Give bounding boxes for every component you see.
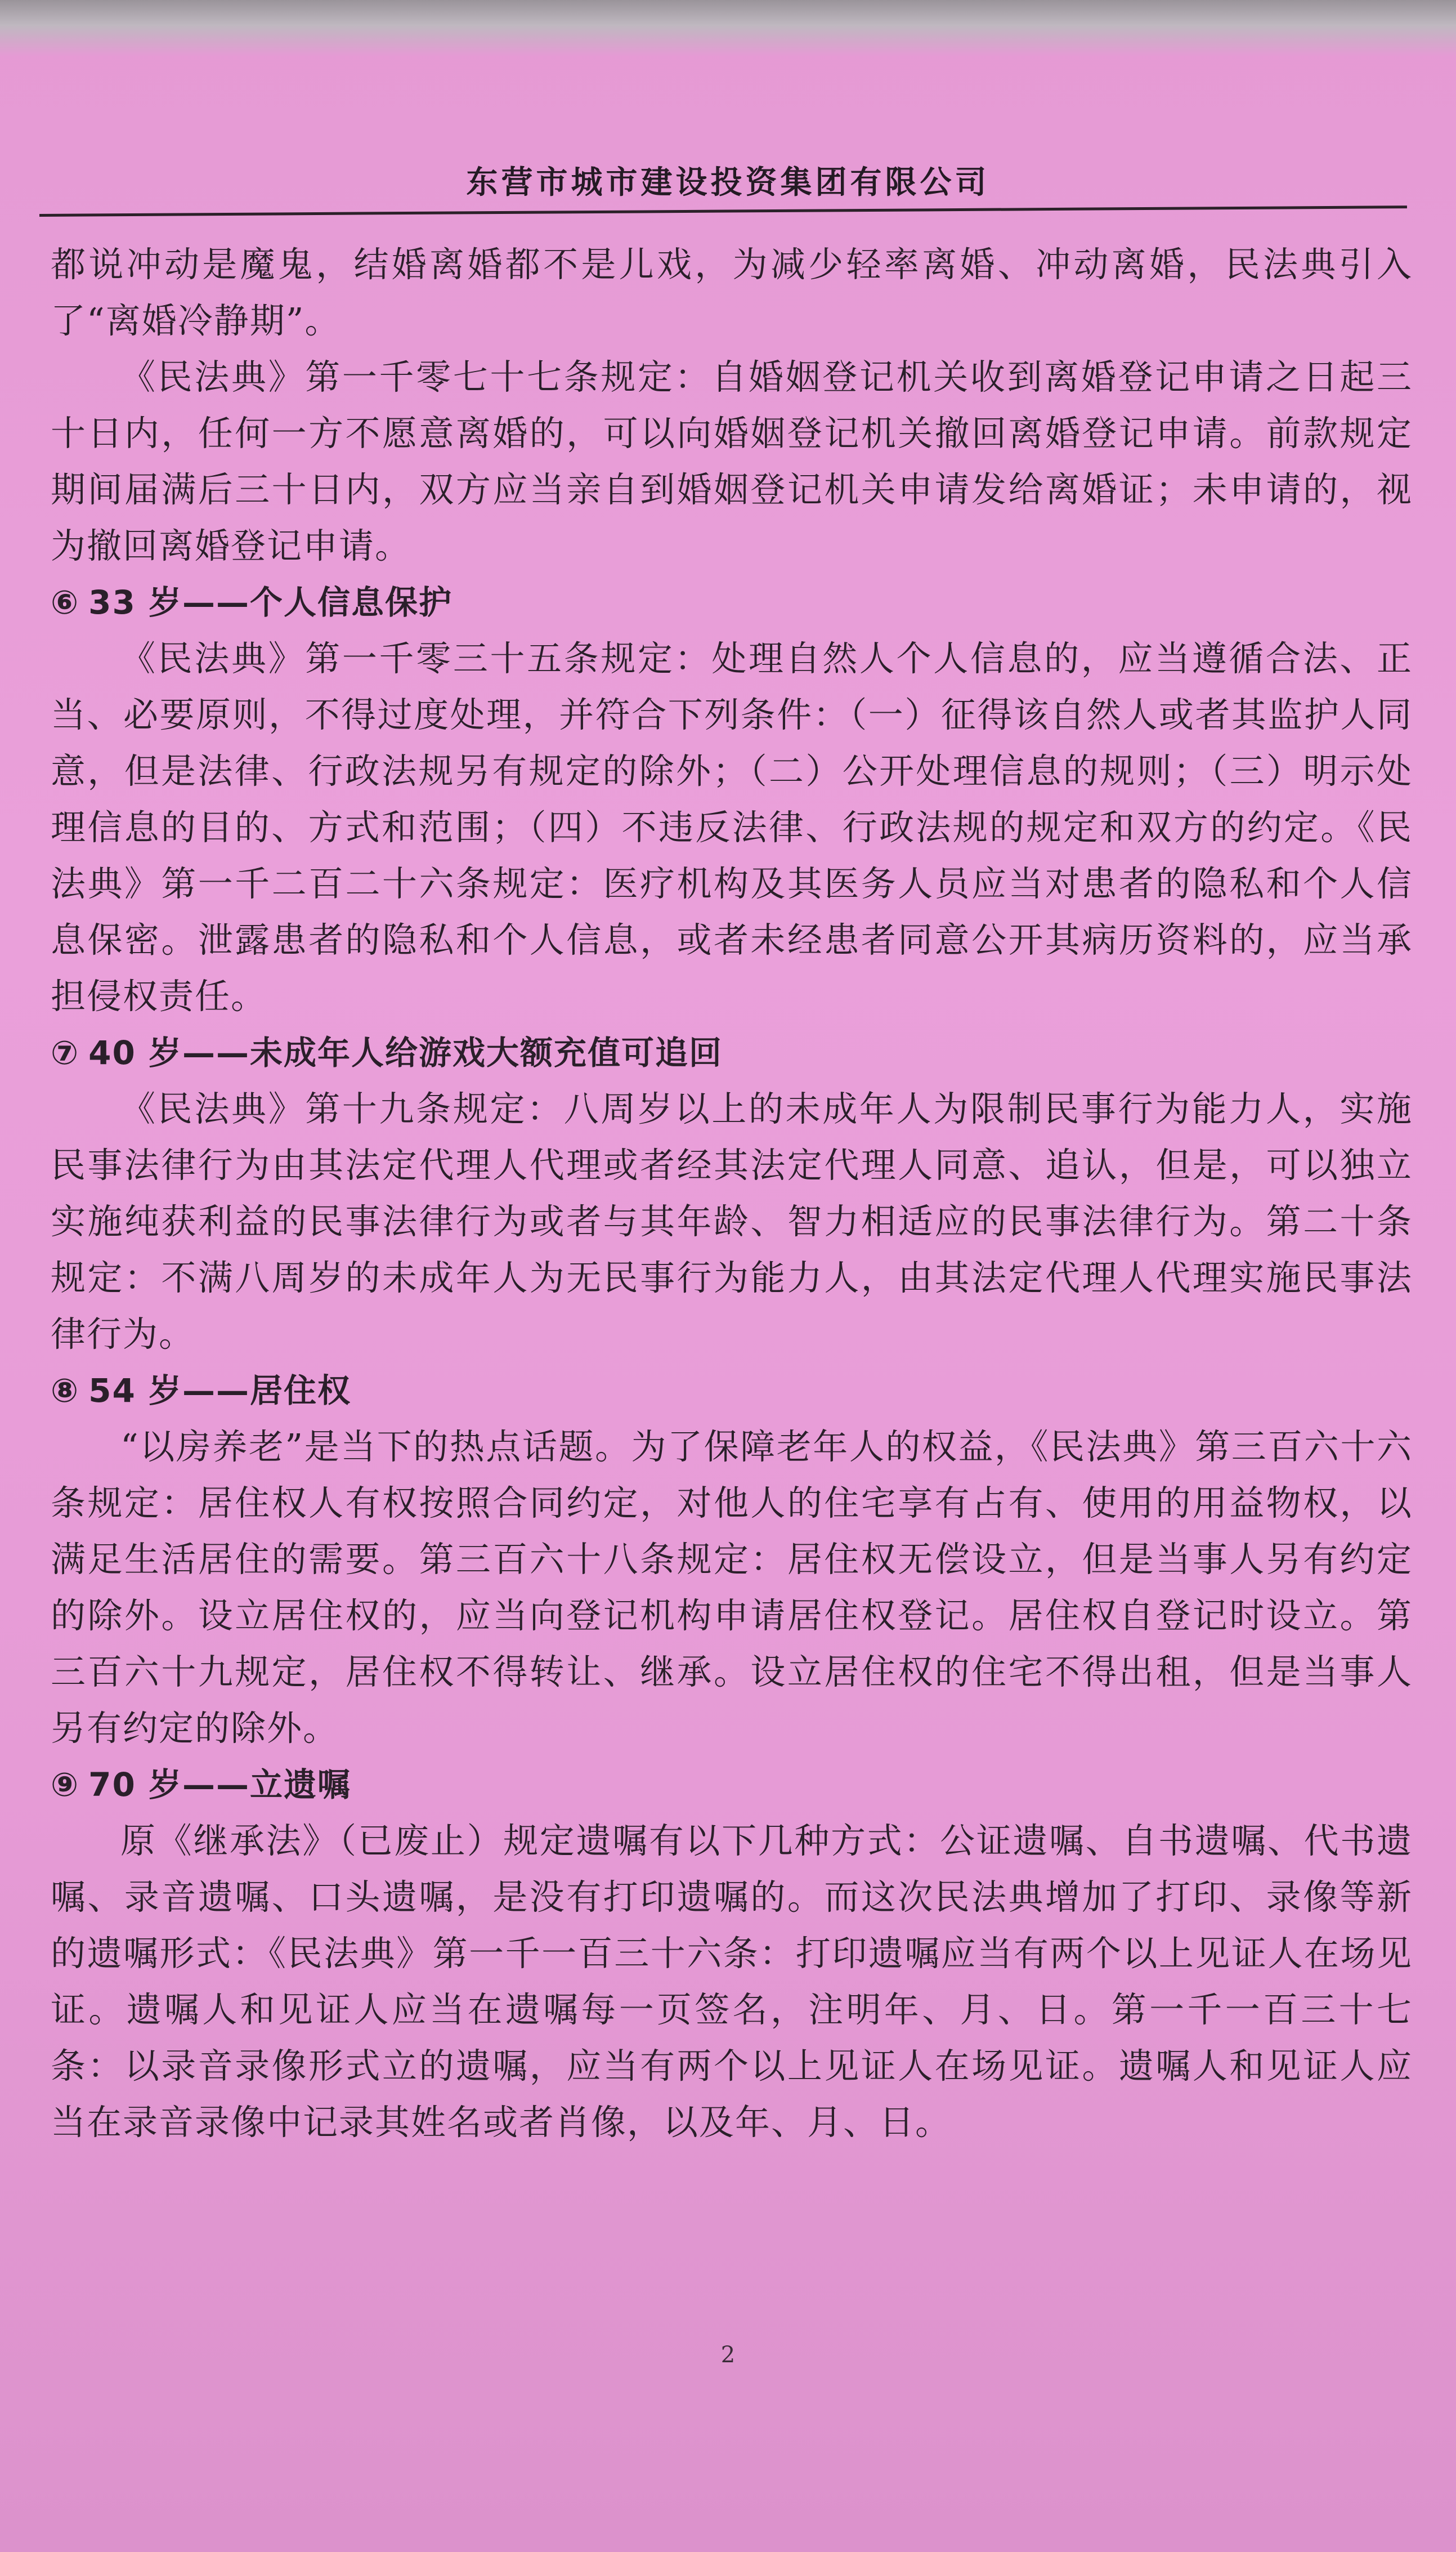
section-9: [51, 1757, 1413, 2151]
section-paragraph: 原《继承法》（已废止）规定遗嘱有以下几种方式：公证遗嘱、自书遗嘱、代书遗嘱、录音遗嘱、口头遗嘱，是没有打印遗嘱的。而这次民法典增加了打印、录像等新的遗嘱形式：《民法典》第一千一百三十六条：打印遗嘱应当有两个以上见证人在场见证。遗嘱人和见证人应当在遗嘱每一页签名，注明年、月、日。第一千一百三十七条：以录音录像形式立的遗嘱，应当有两个以上见证人在场见证。遗嘱人和见证人应当在录音录像中记录其姓名或者肖像，以及年、月、日。: [51, 1820, 1413, 2143]
company-header: 东营市城市建设投资集团有限公司: [466, 164, 990, 201]
section-number: ⑧: [51, 1371, 80, 1410]
section-number: ⑥: [51, 583, 80, 622]
section-heading: [51, 1362, 1413, 1419]
section-heading: [51, 1025, 1413, 1081]
section-title: 40 岁——未成年人给游戏大额充值可追回: [88, 1034, 723, 1072]
section-heading: [51, 1757, 1413, 1813]
section-heading: [51, 574, 1413, 631]
section-6: [51, 574, 1413, 1025]
section-paragraph: 《民法典》第一千零三十五条规定：处理自然人个人信息的，应当遵循合法、正当、必要原则，不得过度处理，并符合下列条件：（一）征得该自然人或者其监护人同意，但是法律、行政法规另有规定的除外；（二）公开处理信息的规则；（三）明示处理信息的目的、方式和范围；（四）不违反法律、行政法规的规定和双方的约定。《民法典》第一千二百二十六条规定：医疗机构及其医务人员应当对患者的隐私和个人信息保密。泄露患者的隐私和个人信息，或者未经患者同意公开其病历资料的，应当承担侵权责任。: [51, 638, 1413, 1017]
section-number: ⑦: [51, 1034, 80, 1072]
section-paragraph: 《民法典》第十九条规定：八周岁以上的未成年人为限制民事行为能力人，实施民事法律行为由其法定代理人代理或者经其法定代理人同意、追认，但是，可以独立实施纯获利益的民事法律行为或者与其年龄、智力相适应的民事法律行为。第二十条规定：不满八周岁的未成年人为无民事行为能力人，由其法定代理人代理实施民事法律行为。: [51, 1088, 1413, 1355]
section-title: 33 岁——个人信息保护: [88, 583, 453, 622]
section-7: [51, 1025, 1413, 1362]
section-title: 70 岁——立遗嘱: [88, 1766, 352, 1804]
section-number: ⑨: [51, 1766, 80, 1804]
document-body: [51, 236, 1413, 2151]
intro-paragraph-1: 都说冲动是魔鬼，结婚离婚都不是儿戏，为减少轻率离婚、冲动离婚，民法典引入了“离婚冷静期”。: [51, 244, 1413, 341]
section-title: 54 岁——居住权: [88, 1371, 352, 1410]
header-divider: [39, 205, 1407, 217]
section-paragraph: “以房养老”是当下的热点话题。为了保障老年人的权益，《民法典》第三百六十六条规定：居住权人有权按照合同约定，对他人的住宅享有占有、使用的用益物权，以满足生活居住的需要。第三百六十八条规定：居住权无偿设立，但是当事人另有约定的除外。设立居住权的，应当向登记机构申请居住权登记。居住权自登记时设立。第三百六十九规定，居住权不得转让、继承。设立居住权的住宅不得出租，但是当事人另有约定的除外。: [51, 1426, 1413, 1749]
section-8: [51, 1362, 1413, 1757]
page-number: 2: [720, 2342, 736, 2368]
intro-paragraph-2: 《民法典》第一千零七十七条规定：自婚姻登记机关收到离婚登记申请之日起三十日内，任何一方不愿意离婚的，可以向婚姻登记机关撤回离婚登记申请。前款规定期间届满后三十日内，双方应当亲自到婚姻登记机关申请发给离婚证；未申请的，视为撤回离婚登记申请。: [51, 356, 1413, 566]
page-top-shadow: [0, 0, 1456, 56]
